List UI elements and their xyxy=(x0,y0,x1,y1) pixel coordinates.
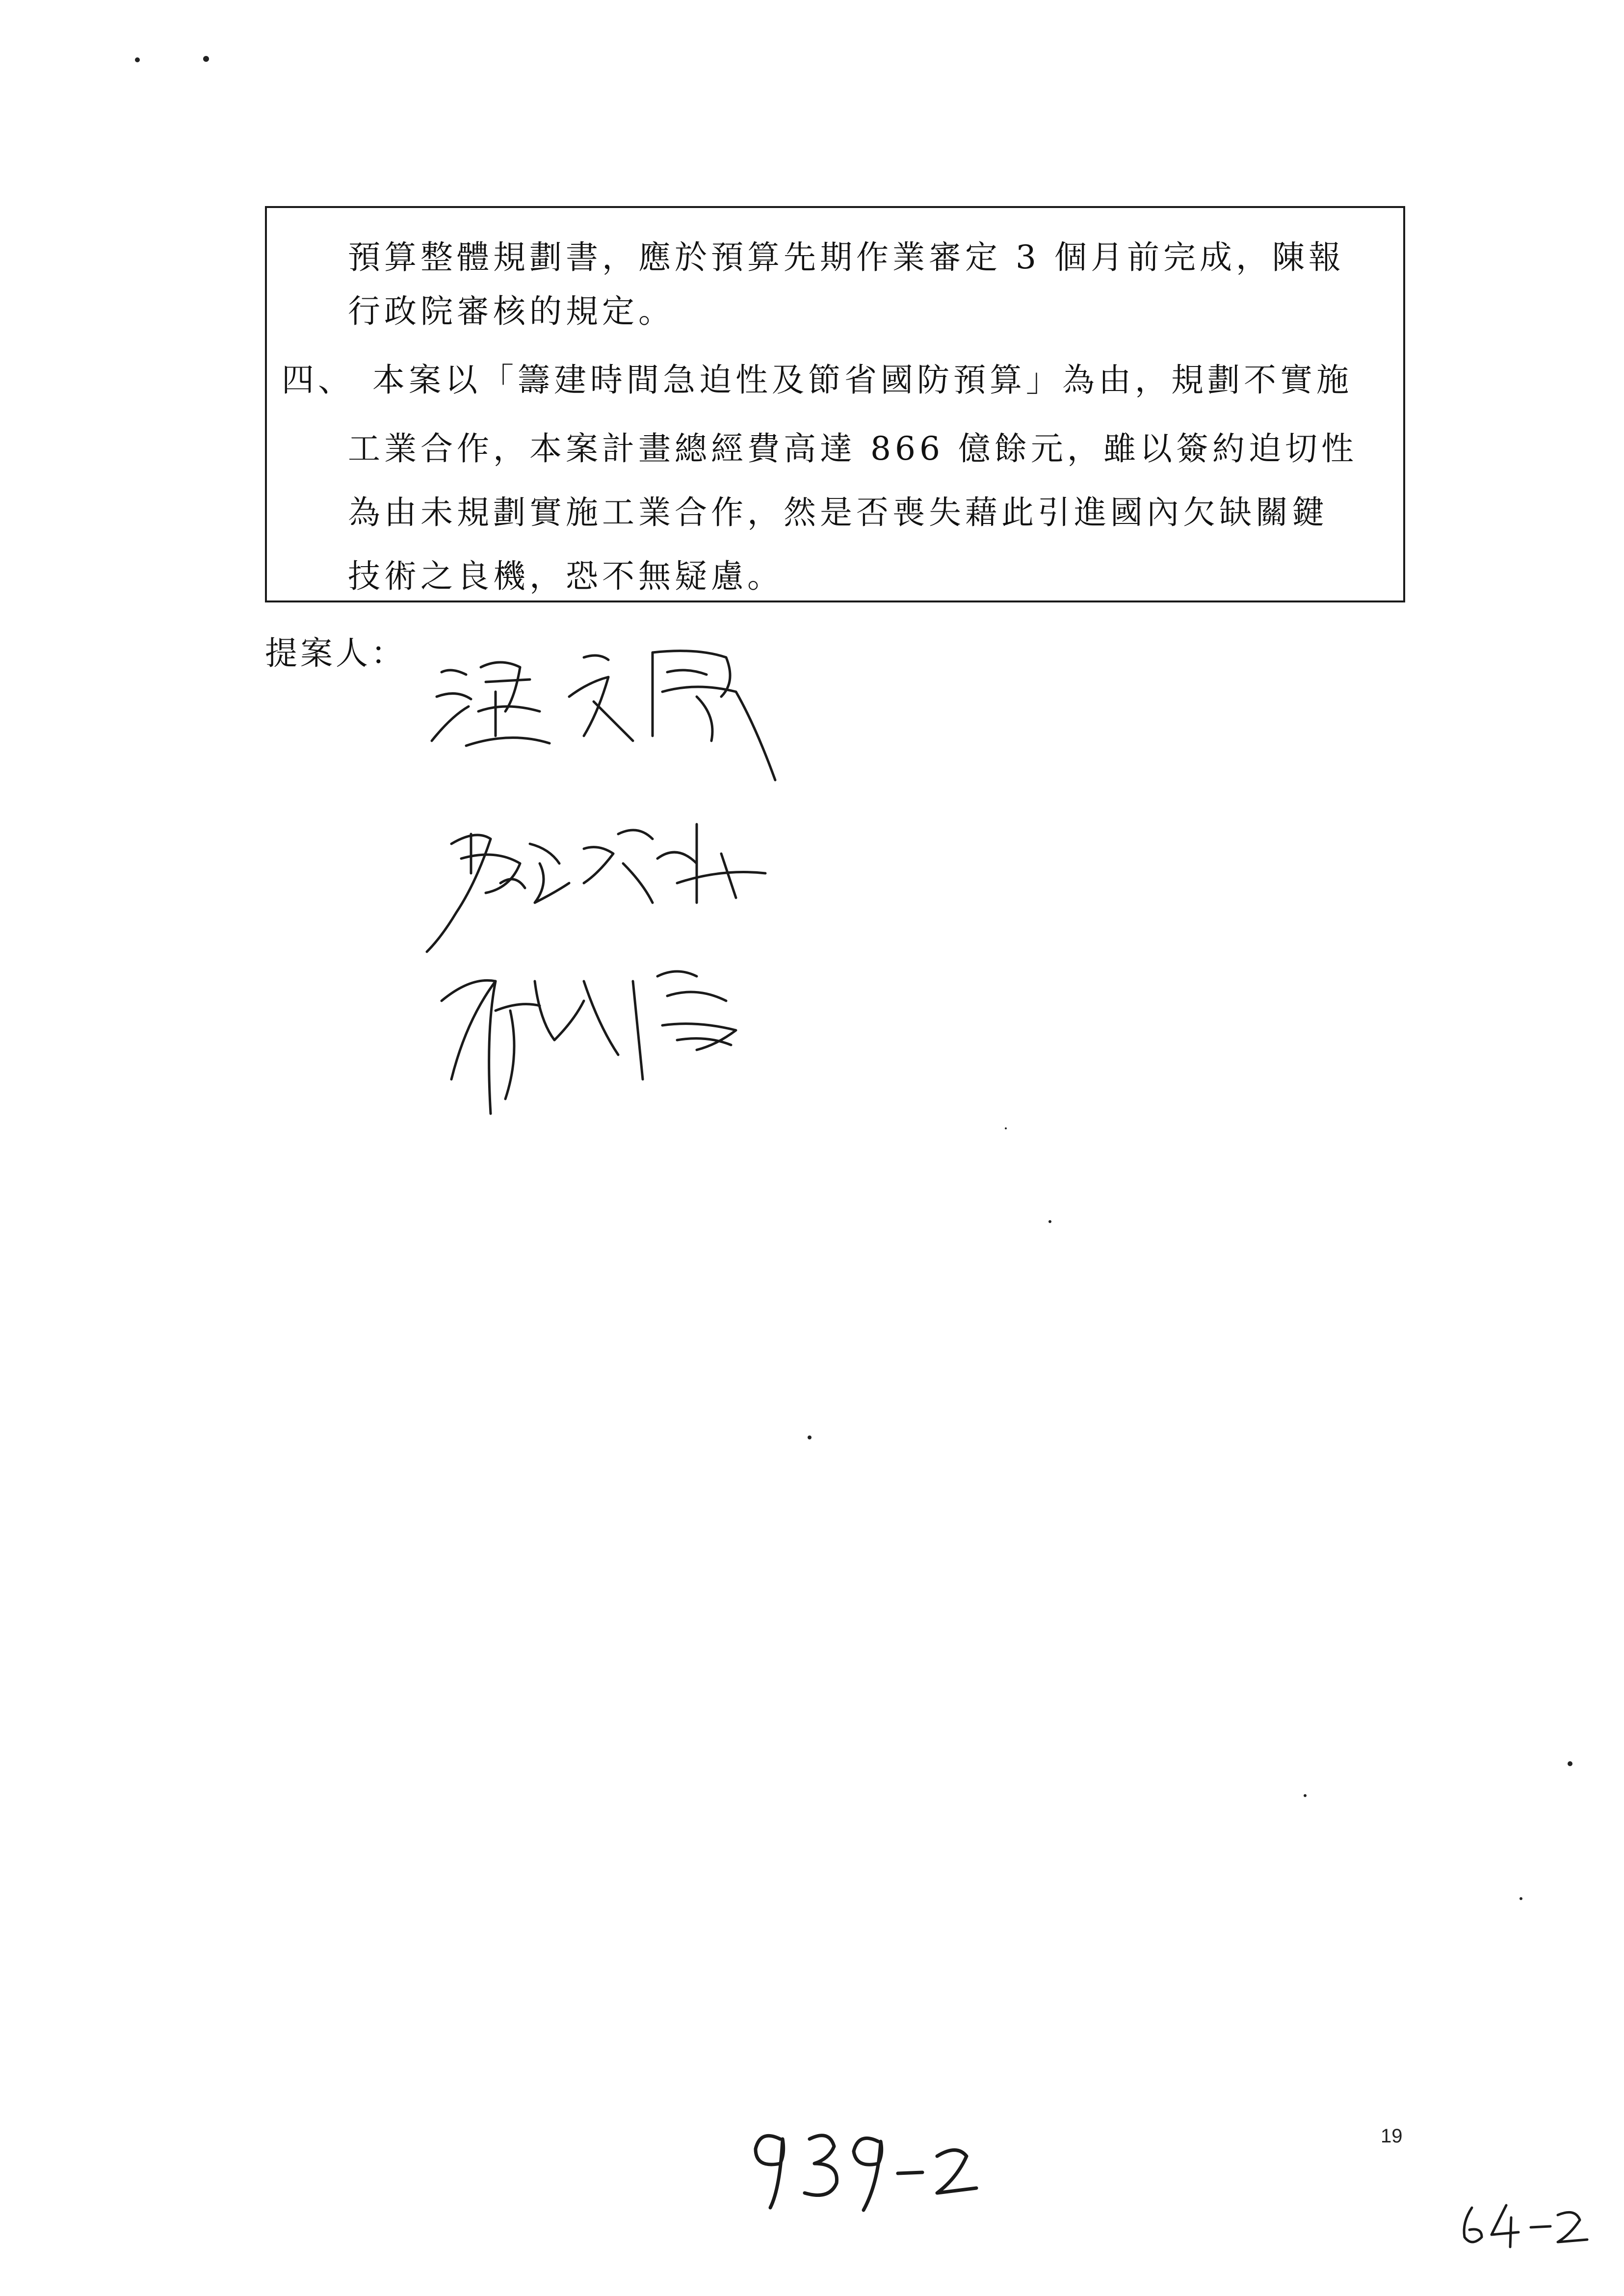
box-line-4: 工業合作，本案計畫總經費高達 866 億餘元，雖以簽約迫切性 xyxy=(348,430,1358,468)
handwritten-corner-mark xyxy=(1452,2193,1599,2257)
box-line-2: 行政院審核的規定。 xyxy=(348,292,675,330)
handwritten-page-mark xyxy=(736,2110,1011,2227)
signature-2 xyxy=(427,824,765,952)
signature-3 xyxy=(442,971,736,1114)
box-line-1: 預算整體規劃書，應於預算先期作業審定 3 個月前完成，陳報 xyxy=(348,238,1345,276)
box-item-4 xyxy=(282,361,1353,399)
signature-1 xyxy=(432,651,775,780)
page-number: 19 xyxy=(1381,2125,1403,2147)
handwritten-signatures xyxy=(422,638,864,1153)
item-number: 四、 xyxy=(282,361,354,399)
box-line-3: 本案以「籌建時間急迫性及節省國防預算」為由，規劃不實施 xyxy=(372,361,1353,399)
proposer-label: 提案人： xyxy=(265,634,406,672)
box-line-6: 技術之良機，恐不無疑慮。 xyxy=(348,557,784,595)
text-box xyxy=(265,206,1405,602)
box-line-5: 為由未規劃實施工業合作，然是否喪失藉此引進國內欠缺關鍵 xyxy=(348,494,1328,531)
